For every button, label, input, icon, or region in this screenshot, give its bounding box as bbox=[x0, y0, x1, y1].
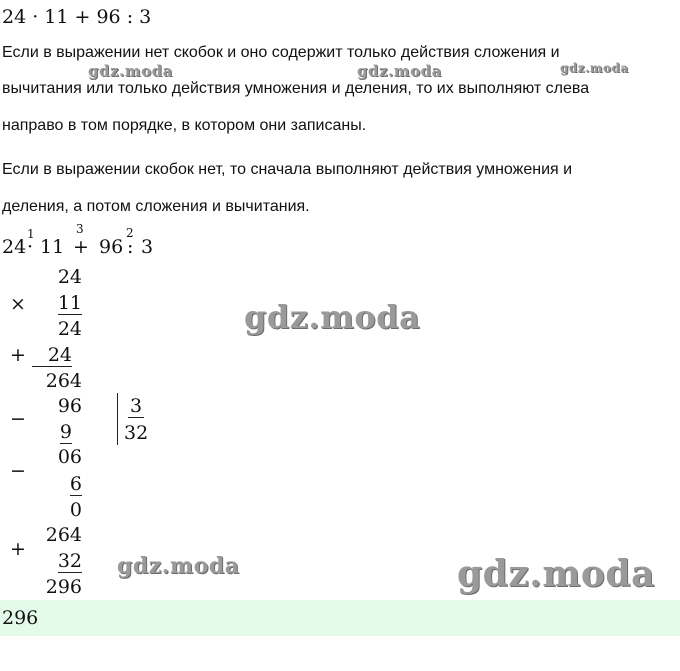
rule1-line1: Если в выражении нет скобок и оно содержит только действия сложения и bbox=[2, 44, 560, 61]
add-sign: + bbox=[10, 538, 26, 560]
mult-partial2: 24 bbox=[12, 344, 72, 366]
answer-value: 296 bbox=[2, 607, 39, 629]
division-bracket-vertical bbox=[117, 393, 118, 445]
div-dividend: 96 bbox=[57, 395, 82, 417]
mult-result: 264 bbox=[45, 370, 82, 392]
rule2-line2: деления, а потом сложения и вычитания. bbox=[2, 198, 310, 215]
watermark-logo: gdz.moda bbox=[88, 62, 173, 80]
add-bottom: 32 bbox=[57, 550, 82, 572]
watermark-logo: gdz.moda bbox=[560, 61, 629, 75]
div-sub2: 6 bbox=[69, 473, 82, 495]
operand-b: 11 bbox=[40, 236, 65, 258]
operator-plus: + bbox=[73, 236, 89, 258]
rule2-line1: Если в выражении скобок нет, то сначала выполняют действия умножения и bbox=[2, 161, 573, 178]
partial-plus-sign: + bbox=[10, 344, 26, 366]
div-remainder1: 06 bbox=[57, 446, 82, 468]
operator-multiply: · bbox=[27, 236, 34, 258]
div-divisor: 3 bbox=[130, 395, 143, 417]
order-mark-2: 2 bbox=[126, 226, 134, 240]
order-mark-1: 1 bbox=[27, 227, 35, 241]
operand-a: 24 bbox=[2, 236, 27, 258]
mult-top: 24 bbox=[57, 266, 82, 288]
watermark-logo: gdz.moda bbox=[244, 298, 421, 336]
operand-d: 3 bbox=[141, 236, 154, 258]
watermark-logo: gdz.moda bbox=[357, 62, 442, 80]
div-remainder2: 0 bbox=[69, 499, 82, 521]
add-top: 264 bbox=[45, 524, 82, 546]
div-minus-sign-2: − bbox=[10, 460, 26, 482]
watermark-logo: gdz.moda bbox=[117, 553, 240, 579]
answer-bar bbox=[0, 600, 680, 636]
mult-partial1: 24 bbox=[57, 318, 82, 340]
mult-bottom: 11 bbox=[57, 292, 82, 314]
order-mark-3: 3 bbox=[76, 222, 84, 236]
operator-divide: : bbox=[127, 236, 134, 258]
rule1-line2: вычитания или только действия умножения и деления, то их выполняют слева bbox=[2, 80, 590, 97]
add-result: 296 bbox=[45, 576, 82, 598]
rule1-line3: направо в том порядке, в котором они записаны. bbox=[2, 117, 367, 134]
expression: 24 · 11 + 96 : 3 bbox=[2, 6, 152, 28]
div-minus-sign-1: − bbox=[10, 408, 26, 430]
mult-sign: × bbox=[10, 293, 26, 315]
div-quotient: 32 bbox=[124, 422, 149, 444]
watermark-logo: gdz.moda bbox=[457, 553, 655, 595]
div-sub1: 9 bbox=[59, 421, 72, 443]
operand-c: 96 bbox=[99, 236, 124, 258]
